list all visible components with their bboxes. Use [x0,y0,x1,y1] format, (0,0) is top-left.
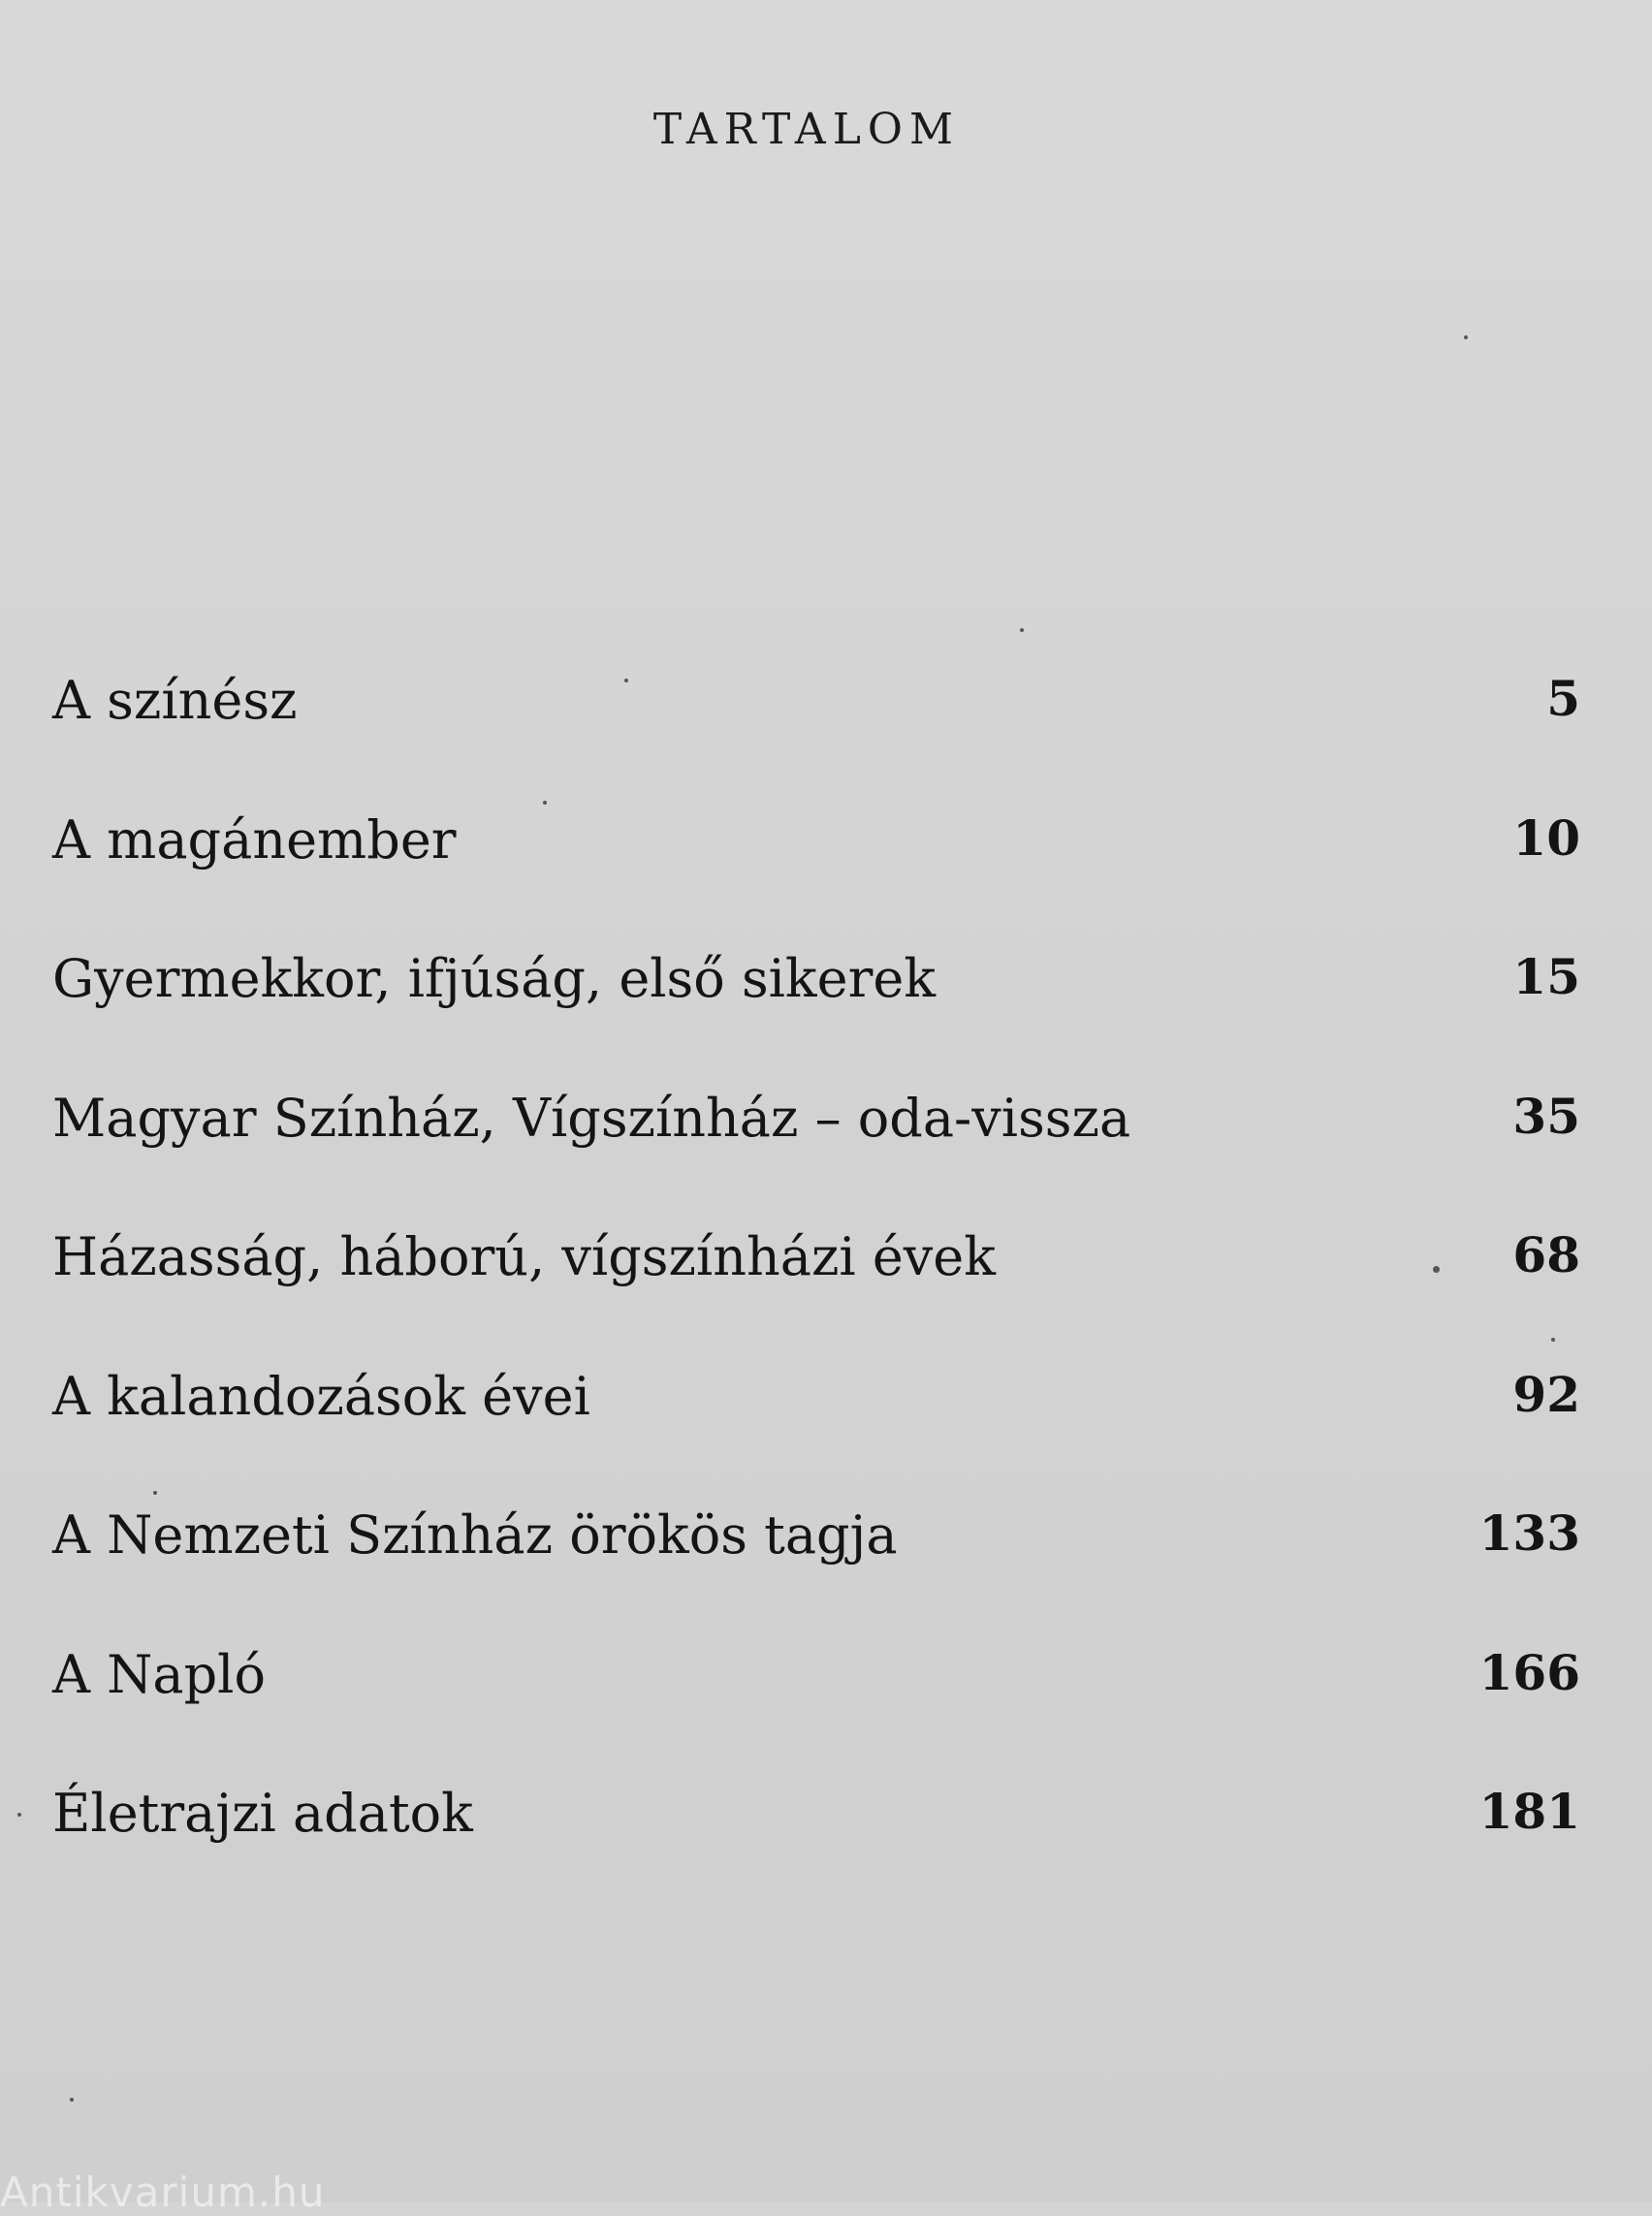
toc-entry-page: 35 [1512,1087,1580,1145]
toc-entry-page: 5 [1546,670,1580,727]
toc-entry [52,807,1580,946]
toc-entry-title: A Napló [52,1643,266,1705]
toc-entry-page: 166 [1478,1643,1580,1701]
toc-entry [52,945,1580,1085]
paper-speck [1551,1338,1555,1342]
page-title: TARTALOM [652,105,961,154]
toc-entry-title: A magánember [52,808,457,871]
toc-entry-page: 181 [1478,1783,1580,1840]
toc-entry-title: Életrajzi adatok [52,1783,473,1844]
toc-entry-title: Házasság, háború, vígszínházi évek [52,1226,996,1287]
toc-entry-title: Gyermekkor, ifjúság, első sikerek [52,948,937,1009]
watermark: Antikvarium.hu [0,2169,326,2216]
paper-speck [70,2098,74,2102]
toc-entry [52,1502,1580,1641]
toc-entry-page: 133 [1478,1504,1580,1562]
toc-entry [52,1085,1580,1224]
toc-entry-page: 92 [1512,1365,1580,1423]
paper-speck [1020,628,1024,632]
toc-entry [52,667,1580,807]
toc-entry-page: 68 [1512,1226,1580,1283]
toc-entry-title: A kalandozások évei [52,1365,590,1427]
paper-speck [153,1491,157,1495]
toc-entry-title: A Nemzeti Színház örökös tagja [52,1504,898,1566]
paper-speck [17,1813,21,1817]
paper-speck [624,679,628,682]
toc-entry [52,1780,1580,1919]
toc-entry-page: 15 [1512,948,1580,1005]
table-of-contents [52,667,1580,1919]
toc-entry-title: A színész [52,670,298,731]
toc-entry [52,1641,1580,1781]
toc-entry-page: 10 [1512,808,1580,867]
paper-speck [1433,1266,1440,1273]
toc-entry [52,1363,1580,1503]
toc-entry [52,1223,1580,1363]
paper-speck [1464,335,1468,339]
toc-entry-title: Magyar Színház, Vígszínház – oda-vissza [52,1087,1131,1149]
paper-speck [543,801,547,805]
